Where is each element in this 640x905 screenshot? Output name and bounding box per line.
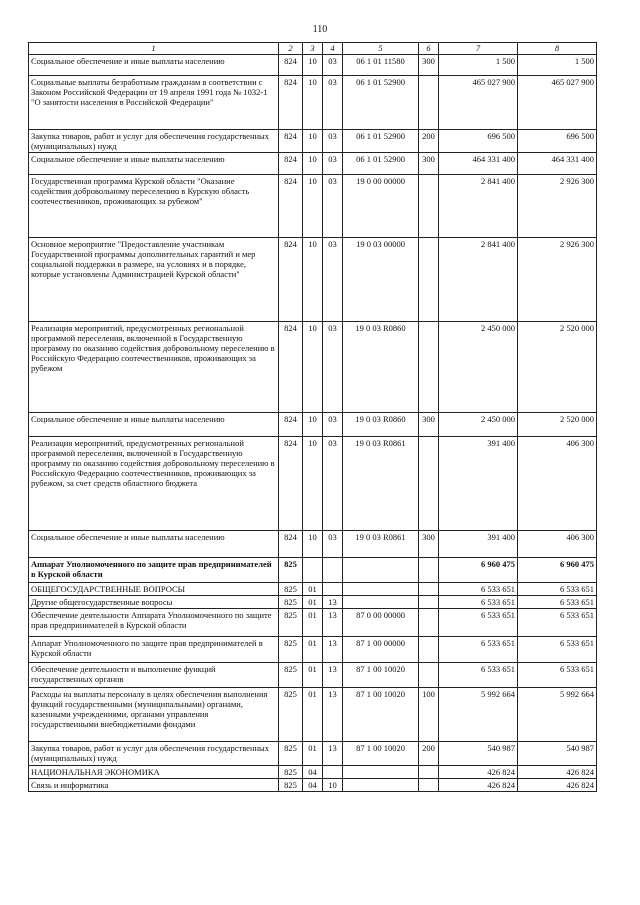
table-row bbox=[29, 130, 597, 153]
cell-sum1: 540 987 bbox=[439, 742, 518, 766]
cell-pr: 13 bbox=[323, 688, 343, 742]
cell-csr: 19 0 00 00000 bbox=[343, 175, 419, 238]
cell-name: Обеспечение деятельности и выполнение функций государственных органов bbox=[29, 663, 279, 688]
cell-name: Аппарат Уполномоченного по защите прав предпринимателей в Курской области bbox=[29, 637, 279, 663]
cell-pr: 10 bbox=[323, 779, 343, 792]
cell-ved: 825 bbox=[279, 766, 303, 779]
cell-name: Закупка товаров, работ и услуг для обеспечения государственных (муниципальных) нужд bbox=[29, 130, 279, 153]
cell-sum2: 406 300 bbox=[518, 531, 597, 558]
cell-sum1: 2 841 400 bbox=[439, 175, 518, 238]
cell-csr: 87 1 00 10020 bbox=[343, 742, 419, 766]
table-row bbox=[29, 596, 597, 609]
cell-csr: 19 0 03 R0860 bbox=[343, 322, 419, 413]
cell-sum2: 426 824 bbox=[518, 766, 597, 779]
column-header: 5 bbox=[343, 43, 419, 55]
cell-csr bbox=[343, 583, 419, 596]
cell-ved: 825 bbox=[279, 609, 303, 637]
cell-rz: 04 bbox=[303, 766, 323, 779]
cell-sum1: 5 992 664 bbox=[439, 688, 518, 742]
cell-ved: 825 bbox=[279, 637, 303, 663]
cell-ved: 824 bbox=[279, 175, 303, 238]
table-row bbox=[29, 779, 597, 792]
cell-pr: 03 bbox=[323, 130, 343, 153]
cell-sum2: 696 500 bbox=[518, 130, 597, 153]
cell-sum1: 1 500 bbox=[439, 55, 518, 76]
table-row bbox=[29, 153, 597, 175]
cell-pr: 13 bbox=[323, 663, 343, 688]
cell-vr: 300 bbox=[419, 153, 439, 175]
cell-vr bbox=[419, 322, 439, 413]
header-row bbox=[29, 43, 597, 55]
cell-ved: 825 bbox=[279, 779, 303, 792]
cell-sum1: 6 533 651 bbox=[439, 583, 518, 596]
column-header: 6 bbox=[419, 43, 439, 55]
cell-sum2: 6 533 651 bbox=[518, 583, 597, 596]
cell-rz: 10 bbox=[303, 437, 323, 531]
cell-vr bbox=[419, 583, 439, 596]
cell-csr: 19 0 03 R0860 bbox=[343, 413, 419, 437]
cell-vr bbox=[419, 76, 439, 130]
table-row bbox=[29, 663, 597, 688]
cell-sum1: 6 533 651 bbox=[439, 637, 518, 663]
cell-name: Социальное обеспечение и иные выплаты населению bbox=[29, 413, 279, 437]
cell-rz: 10 bbox=[303, 76, 323, 130]
cell-pr: 13 bbox=[323, 637, 343, 663]
cell-csr: 87 1 00 00000 bbox=[343, 637, 419, 663]
cell-rz: 01 bbox=[303, 609, 323, 637]
cell-name: Основное мероприятие "Предоставление участникам Государственной программы дополнительных гарантий и мер социальной поддержки в размере, на условиях и в порядке, которые установлены Администрацией Курской области" bbox=[29, 238, 279, 322]
cell-csr: 87 1 00 10020 bbox=[343, 688, 419, 742]
column-header: 7 bbox=[439, 43, 518, 55]
cell-sum1: 2 450 000 bbox=[439, 322, 518, 413]
cell-rz: 10 bbox=[303, 175, 323, 238]
cell-pr: 13 bbox=[323, 742, 343, 766]
cell-ved: 824 bbox=[279, 55, 303, 76]
cell-pr: 03 bbox=[323, 238, 343, 322]
column-header: 4 bbox=[323, 43, 343, 55]
cell-ved: 824 bbox=[279, 76, 303, 130]
cell-sum2: 2 520 000 bbox=[518, 413, 597, 437]
cell-rz: 04 bbox=[303, 779, 323, 792]
cell-name: Социальное обеспечение и иные выплаты населению bbox=[29, 153, 279, 175]
table-row bbox=[29, 55, 597, 76]
cell-pr: 03 bbox=[323, 175, 343, 238]
cell-name: Социальные выплаты безработным гражданам в соответствии с Законом Российской Федерации от 19 апреля 1991 года № 1032-1 "О занятости населения в Российской Федерации" bbox=[29, 76, 279, 130]
cell-rz: 01 bbox=[303, 688, 323, 742]
cell-pr: 03 bbox=[323, 413, 343, 437]
cell-ved: 825 bbox=[279, 583, 303, 596]
cell-vr bbox=[419, 637, 439, 663]
cell-csr: 19 0 03 00000 bbox=[343, 238, 419, 322]
cell-vr: 300 bbox=[419, 55, 439, 76]
cell-vr: 100 bbox=[419, 688, 439, 742]
cell-sum1: 6 533 651 bbox=[439, 609, 518, 637]
cell-ved: 824 bbox=[279, 437, 303, 531]
cell-sum2: 406 300 bbox=[518, 437, 597, 531]
table-row bbox=[29, 413, 597, 437]
table-row bbox=[29, 688, 597, 742]
cell-csr bbox=[343, 779, 419, 792]
cell-sum2: 1 500 bbox=[518, 55, 597, 76]
cell-ved: 825 bbox=[279, 742, 303, 766]
cell-pr bbox=[323, 558, 343, 583]
cell-sum1: 391 400 bbox=[439, 531, 518, 558]
cell-sum2: 6 533 651 bbox=[518, 609, 597, 637]
cell-sum2: 464 331 400 bbox=[518, 153, 597, 175]
cell-vr bbox=[419, 663, 439, 688]
cell-ved: 824 bbox=[279, 238, 303, 322]
cell-ved: 824 bbox=[279, 531, 303, 558]
cell-rz: 01 bbox=[303, 663, 323, 688]
cell-sum1: 391 400 bbox=[439, 437, 518, 531]
cell-csr: 06 1 01 52900 bbox=[343, 76, 419, 130]
cell-rz: 10 bbox=[303, 153, 323, 175]
column-header: 1 bbox=[29, 43, 279, 55]
table-row bbox=[29, 238, 597, 322]
cell-rz: 10 bbox=[303, 322, 323, 413]
cell-rz: 01 bbox=[303, 583, 323, 596]
cell-vr: 300 bbox=[419, 531, 439, 558]
table-row bbox=[29, 637, 597, 663]
table-row bbox=[29, 322, 597, 413]
cell-ved: 825 bbox=[279, 596, 303, 609]
column-header: 8 bbox=[518, 43, 597, 55]
cell-sum2: 6 533 651 bbox=[518, 637, 597, 663]
cell-rz: 10 bbox=[303, 130, 323, 153]
cell-vr bbox=[419, 437, 439, 531]
cell-ved: 824 bbox=[279, 413, 303, 437]
column-header: 3 bbox=[303, 43, 323, 55]
cell-ved: 825 bbox=[279, 663, 303, 688]
cell-ved: 825 bbox=[279, 688, 303, 742]
cell-pr bbox=[323, 766, 343, 779]
budget-table bbox=[28, 42, 597, 792]
cell-pr: 03 bbox=[323, 322, 343, 413]
cell-ved: 824 bbox=[279, 130, 303, 153]
cell-sum1: 464 331 400 bbox=[439, 153, 518, 175]
cell-sum1: 426 824 bbox=[439, 766, 518, 779]
table-row bbox=[29, 609, 597, 637]
cell-csr: 06 1 01 52900 bbox=[343, 130, 419, 153]
cell-rz: 10 bbox=[303, 531, 323, 558]
cell-pr: 03 bbox=[323, 76, 343, 130]
cell-csr bbox=[343, 596, 419, 609]
cell-ved: 824 bbox=[279, 153, 303, 175]
cell-name: НАЦИОНАЛЬНАЯ ЭКОНОМИКА bbox=[29, 766, 279, 779]
cell-vr bbox=[419, 238, 439, 322]
cell-name: ОБЩЕГОСУДАРСТВЕННЫЕ ВОПРОСЫ bbox=[29, 583, 279, 596]
cell-name: Закупка товаров, работ и услуг для обеспечения государственных (муниципальных) нужд bbox=[29, 742, 279, 766]
cell-name: Связь и информатика bbox=[29, 779, 279, 792]
cell-pr: 13 bbox=[323, 609, 343, 637]
cell-csr bbox=[343, 558, 419, 583]
cell-csr: 19 0 03 R0861 bbox=[343, 437, 419, 531]
table-row bbox=[29, 437, 597, 531]
cell-csr bbox=[343, 766, 419, 779]
cell-sum1: 426 824 bbox=[439, 779, 518, 792]
cell-sum2: 2 926 300 bbox=[518, 238, 597, 322]
cell-csr: 87 1 00 10020 bbox=[343, 663, 419, 688]
cell-vr bbox=[419, 596, 439, 609]
cell-sum2: 5 992 664 bbox=[518, 688, 597, 742]
cell-name: Реализация мероприятий, предусмотренных региональной программой переселения, включенной в Государственную программу по оказанию содействия добровольному переселению в Российскую Федерацию соотечественников, проживающих за рубежом bbox=[29, 322, 279, 413]
table-row bbox=[29, 583, 597, 596]
cell-vr: 300 bbox=[419, 413, 439, 437]
cell-sum1: 2 450 000 bbox=[439, 413, 518, 437]
cell-pr: 03 bbox=[323, 437, 343, 531]
cell-sum1: 696 500 bbox=[439, 130, 518, 153]
cell-sum2: 2 926 300 bbox=[518, 175, 597, 238]
cell-sum1: 6 533 651 bbox=[439, 663, 518, 688]
cell-pr: 03 bbox=[323, 531, 343, 558]
cell-rz: 01 bbox=[303, 742, 323, 766]
cell-sum2: 540 987 bbox=[518, 742, 597, 766]
table-row bbox=[29, 558, 597, 583]
cell-vr: 200 bbox=[419, 130, 439, 153]
cell-name: Аппарат Уполномоченного по защите прав предпринимателей в Курской области bbox=[29, 558, 279, 583]
cell-sum1: 465 027 900 bbox=[439, 76, 518, 130]
cell-rz: 10 bbox=[303, 55, 323, 76]
cell-vr bbox=[419, 779, 439, 792]
cell-rz: 01 bbox=[303, 596, 323, 609]
cell-rz: 10 bbox=[303, 238, 323, 322]
cell-rz: 01 bbox=[303, 637, 323, 663]
cell-pr: 03 bbox=[323, 153, 343, 175]
table-row bbox=[29, 742, 597, 766]
cell-vr bbox=[419, 558, 439, 583]
cell-name: Государственная программа Курской области "Оказание содействия добровольному переселению в Курскую область соотечественников, проживающих за рубежом" bbox=[29, 175, 279, 238]
cell-vr bbox=[419, 609, 439, 637]
cell-vr bbox=[419, 175, 439, 238]
cell-csr: 19 0 03 R0861 bbox=[343, 531, 419, 558]
table-row bbox=[29, 766, 597, 779]
cell-sum1: 2 841 400 bbox=[439, 238, 518, 322]
table-row bbox=[29, 531, 597, 558]
cell-sum2: 6 533 651 bbox=[518, 596, 597, 609]
cell-csr: 06 1 01 11580 bbox=[343, 55, 419, 76]
cell-name: Расходы на выплаты персоналу в целях обеспечения выполнения функций государственными (муниципальными) органами, казенными учреждениями, органами управления государственными внебюджетными фондами bbox=[29, 688, 279, 742]
cell-pr: 03 bbox=[323, 55, 343, 76]
cell-vr: 200 bbox=[419, 742, 439, 766]
cell-csr: 06 1 01 52900 bbox=[343, 153, 419, 175]
cell-name: Реализация мероприятий, предусмотренных региональной программой переселения, включенной в Государственную программу по оказанию содействия добровольному переселению в Российскую Федерацию соотечественников, проживающих за рубежом, за счет средств областного бюджета bbox=[29, 437, 279, 531]
cell-pr bbox=[323, 583, 343, 596]
cell-rz bbox=[303, 558, 323, 583]
cell-ved: 824 bbox=[279, 322, 303, 413]
cell-sum1: 6 533 651 bbox=[439, 596, 518, 609]
cell-name: Социальное обеспечение и иные выплаты населению bbox=[29, 55, 279, 76]
cell-sum1: 6 960 475 bbox=[439, 558, 518, 583]
cell-sum2: 6 960 475 bbox=[518, 558, 597, 583]
cell-csr: 87 0 00 00000 bbox=[343, 609, 419, 637]
cell-vr bbox=[419, 766, 439, 779]
cell-sum2: 426 824 bbox=[518, 779, 597, 792]
cell-sum2: 6 533 651 bbox=[518, 663, 597, 688]
cell-sum2: 2 520 000 bbox=[518, 322, 597, 413]
cell-rz: 10 bbox=[303, 413, 323, 437]
table-row bbox=[29, 175, 597, 238]
column-header: 2 bbox=[279, 43, 303, 55]
cell-name: Обеспечение деятельности Аппарата Уполномоченного по защите прав предпринимателей в Курской области bbox=[29, 609, 279, 637]
page-number: 110 bbox=[312, 24, 328, 35]
table-row bbox=[29, 76, 597, 130]
cell-sum2: 465 027 900 bbox=[518, 76, 597, 130]
cell-ved: 825 bbox=[279, 558, 303, 583]
cell-pr: 13 bbox=[323, 596, 343, 609]
cell-name: Другие общегосударственные вопросы bbox=[29, 596, 279, 609]
cell-name: Социальное обеспечение и иные выплаты населению bbox=[29, 531, 279, 558]
